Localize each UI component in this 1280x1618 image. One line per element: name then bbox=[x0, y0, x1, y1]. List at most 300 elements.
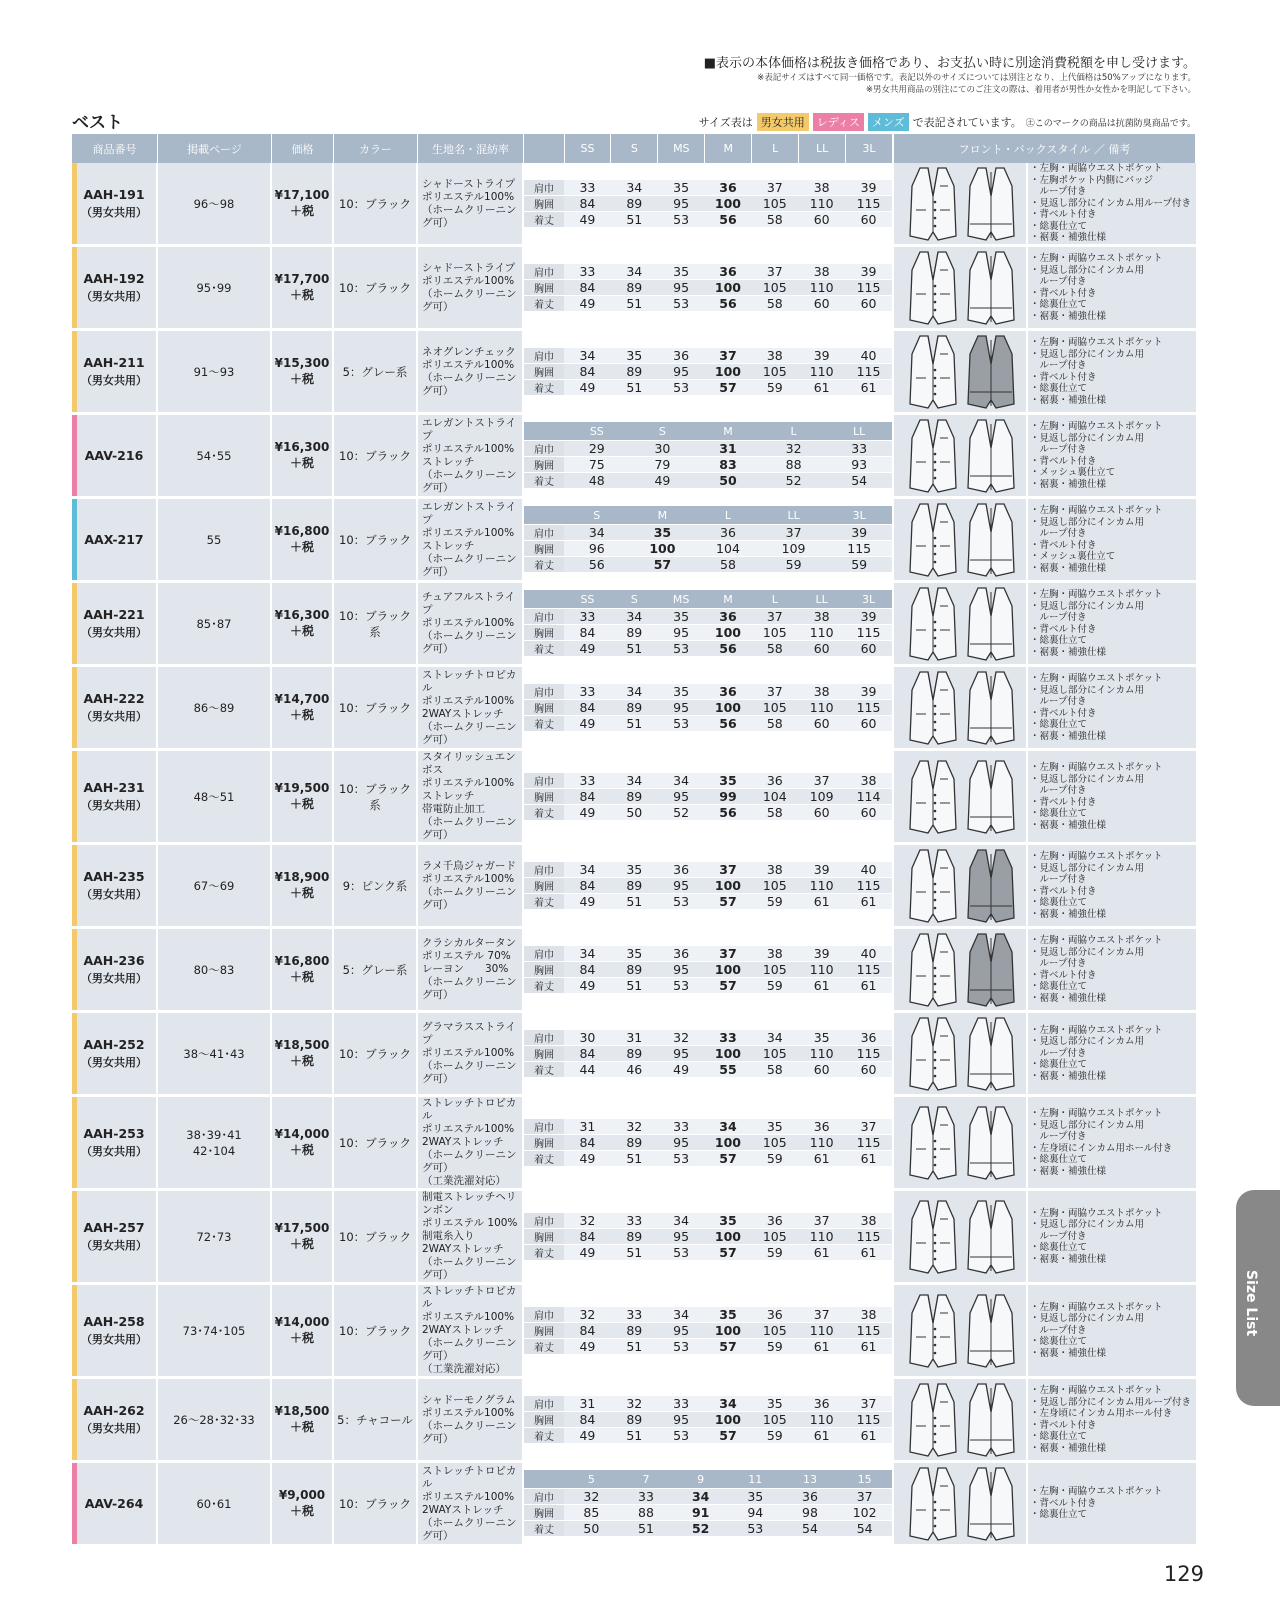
size-value: 35 bbox=[751, 1396, 798, 1412]
measure-label: 肩巾 bbox=[524, 862, 564, 878]
size-value: 40 bbox=[845, 946, 892, 962]
product-code-cell bbox=[72, 1097, 158, 1191]
remark-line: ・背ベルト付き bbox=[1030, 707, 1097, 719]
fabric-line: エレガントストライプ bbox=[422, 500, 517, 526]
size-value: 56 bbox=[705, 804, 752, 820]
fabric-line: ポリエステル100% bbox=[422, 694, 515, 707]
fabric-line: シャドーストライプ bbox=[422, 261, 516, 274]
size-value: 37 bbox=[798, 1307, 845, 1323]
remark-line: ループ付き bbox=[1030, 276, 1087, 287]
remark-line: ・総裏仕立て bbox=[1030, 897, 1088, 908]
size-value: 93 bbox=[826, 456, 892, 472]
size-value: 53 bbox=[658, 211, 705, 227]
product-row bbox=[72, 415, 1196, 499]
size-grid bbox=[524, 1030, 892, 1078]
vest-front-icon bbox=[908, 1199, 958, 1275]
measure-label: 胸囲 bbox=[524, 1045, 564, 1061]
vest-illustrations bbox=[894, 1013, 1028, 1097]
price-cell bbox=[272, 163, 334, 247]
size-grid bbox=[524, 506, 892, 573]
product-gender: （男女共用） bbox=[81, 1239, 147, 1252]
size-table-cell bbox=[524, 247, 894, 331]
remark-line: ・見返し部分にインカム用 bbox=[1030, 1036, 1145, 1048]
tax-note: ■表示の本体価格は税抜き価格であり、お支払い時に別途消費税額を申し受けます。 bbox=[703, 56, 1196, 71]
catalog-pages-line: 54･55 bbox=[196, 448, 232, 463]
size-header: 3L bbox=[826, 506, 892, 524]
fabric-cell bbox=[418, 929, 524, 1013]
price-tax: ＋税 bbox=[289, 540, 314, 554]
size-header: LL bbox=[826, 422, 892, 440]
measure-label: 胸囲 bbox=[524, 279, 564, 295]
size-value: 38 bbox=[798, 608, 845, 624]
product-gender: （男女共用） bbox=[81, 888, 147, 901]
size-value: 61 bbox=[845, 1244, 892, 1260]
remark-line: ・背ベルト付き bbox=[1030, 1497, 1097, 1509]
size-value: 54 bbox=[826, 472, 892, 488]
fabric-line: （ホームクリーニング可） bbox=[422, 1256, 517, 1281]
size-value: 95 bbox=[658, 1322, 705, 1338]
size-value: 61 bbox=[845, 893, 892, 909]
remarks bbox=[1028, 247, 1196, 331]
fabric-line: （ホームクリーニング可） bbox=[422, 371, 517, 397]
product-row bbox=[72, 845, 1196, 929]
price-tax: ＋税 bbox=[289, 1504, 314, 1518]
size-value: 61 bbox=[845, 1338, 892, 1354]
size-value: 37 bbox=[751, 264, 798, 280]
size-table-cell bbox=[524, 499, 894, 583]
product-row bbox=[72, 331, 1196, 415]
catalog-pages bbox=[158, 929, 272, 1013]
size-value: 32 bbox=[611, 1119, 658, 1135]
size-value: 115 bbox=[845, 363, 892, 379]
size-value: 84 bbox=[564, 624, 611, 640]
fabric-line: 2WAYストレッチ bbox=[422, 1324, 504, 1336]
product-code: AAH-191 bbox=[83, 187, 145, 202]
size-value: 35 bbox=[658, 180, 705, 196]
catalog-pages bbox=[158, 415, 272, 499]
fabric-line: 2WAYストレッチ bbox=[422, 1243, 504, 1255]
vest-back-icon bbox=[966, 1199, 1016, 1275]
product-code: AAH-192 bbox=[83, 271, 145, 286]
size-value: 115 bbox=[845, 1228, 892, 1244]
size-value: 49 bbox=[564, 977, 611, 993]
color: 10：ブラック bbox=[334, 1463, 418, 1547]
size-value: 91 bbox=[673, 1504, 728, 1520]
size-table-cell bbox=[524, 163, 894, 247]
fabric-line: レーヨン 30% bbox=[422, 963, 509, 975]
size-value: 57 bbox=[630, 556, 696, 572]
remark-line: ・左胸・両脇ウエストポケット bbox=[1030, 935, 1163, 946]
measure-label: 胸囲 bbox=[524, 877, 564, 893]
price-tax: ＋税 bbox=[289, 1054, 314, 1068]
remark-line: ・背ベルト付き bbox=[1030, 455, 1097, 467]
remark-line: ・見返し部分にインカム用 bbox=[1030, 773, 1145, 785]
product-code: AAH-236 bbox=[83, 953, 145, 968]
size-value: 36 bbox=[658, 348, 705, 364]
size-value: 53 bbox=[658, 1338, 705, 1354]
catalog-pages bbox=[158, 751, 272, 845]
price-cell bbox=[272, 331, 334, 415]
size-value: 34 bbox=[564, 862, 611, 878]
product-code: AAH-258 bbox=[83, 1314, 145, 1329]
price-value: ¥15,300 bbox=[274, 356, 330, 370]
product-gender: （男女共用） bbox=[81, 799, 147, 812]
remark-line: ・裾裏・補強仕様 bbox=[1030, 730, 1107, 742]
remark-line: ループ付き bbox=[1030, 528, 1087, 539]
price-tax: ＋税 bbox=[289, 886, 314, 900]
product-code-cell bbox=[72, 667, 158, 751]
remark-line: ・総裏仕立て bbox=[1030, 299, 1088, 310]
size-value: 32 bbox=[564, 1213, 611, 1229]
remark-line: ・裾裏・補強仕様 bbox=[1030, 908, 1107, 920]
size-value: 52 bbox=[761, 472, 827, 488]
category-bar bbox=[72, 163, 77, 244]
size-value: 49 bbox=[658, 1061, 705, 1077]
size-value: 95 bbox=[658, 961, 705, 977]
size-value: 49 bbox=[564, 1427, 611, 1443]
size-value: 105 bbox=[751, 699, 798, 715]
size-value: 110 bbox=[798, 877, 845, 893]
size-value: 36 bbox=[751, 1213, 798, 1229]
price-cell bbox=[272, 1097, 334, 1191]
remark-line: ・左胸・両脇ウエストポケット bbox=[1030, 762, 1163, 773]
size-value: 35 bbox=[630, 524, 696, 540]
size-value: 34 bbox=[705, 1396, 752, 1412]
remark-line: ・裾裏・補強仕様 bbox=[1030, 478, 1107, 490]
remark-line: ・裾裏・補強仕様 bbox=[1030, 646, 1107, 658]
size-value: 55 bbox=[705, 1061, 752, 1077]
catalog-pages bbox=[158, 1097, 272, 1191]
remark-line: ループ付き bbox=[1030, 360, 1087, 371]
size-value: 105 bbox=[751, 195, 798, 211]
size-value: 105 bbox=[751, 363, 798, 379]
product-code-cell bbox=[72, 1013, 158, 1097]
size-value: 61 bbox=[798, 893, 845, 909]
size-value: 37 bbox=[705, 348, 752, 364]
vest-front-icon bbox=[908, 1016, 958, 1092]
size-value: 51 bbox=[611, 379, 658, 395]
size-value: 115 bbox=[845, 1134, 892, 1150]
price-value: ¥14,000 bbox=[274, 1315, 330, 1329]
fabric-line: シャドーモノグラム bbox=[422, 1393, 516, 1406]
size-value: 32 bbox=[761, 440, 827, 456]
size-value: 58 bbox=[751, 804, 798, 820]
header-size-ll: LL bbox=[799, 134, 846, 163]
size-value: 115 bbox=[845, 1411, 892, 1427]
catalog-pages bbox=[158, 247, 272, 331]
price-cell bbox=[272, 667, 334, 751]
fabric-line: ポリエステル100% bbox=[422, 442, 515, 455]
size-value: 37 bbox=[705, 862, 752, 878]
size-value: 57 bbox=[705, 1244, 752, 1260]
vest-front-icon bbox=[908, 166, 958, 242]
size-value: 58 bbox=[751, 640, 798, 656]
fabric-line: ポリエステル100% bbox=[422, 358, 515, 371]
remark-line: ・総裏仕立て bbox=[1030, 981, 1088, 992]
size-value: 61 bbox=[798, 1244, 845, 1260]
size-value: 95 bbox=[658, 363, 705, 379]
fabric-line: 2WAYストレッチ bbox=[422, 1136, 504, 1148]
vest-illustrations bbox=[894, 1463, 1028, 1547]
size-value: 33 bbox=[705, 1030, 752, 1046]
size-value: 100 bbox=[705, 195, 752, 211]
header-size-ms: MS bbox=[658, 134, 705, 163]
fabric-line: （ホームクリーニング可） bbox=[422, 552, 517, 578]
product-row bbox=[72, 583, 1196, 667]
size-header: 9 bbox=[673, 1470, 728, 1488]
size-value: 102 bbox=[837, 1504, 892, 1520]
fabric-cell bbox=[418, 1191, 524, 1285]
measure-label: 着丈 bbox=[524, 640, 564, 656]
legend-ladies-tag: レディス bbox=[813, 113, 864, 131]
size-legend bbox=[699, 113, 1196, 131]
size-value: 33 bbox=[826, 440, 892, 456]
size-value: 61 bbox=[845, 1427, 892, 1443]
size-grid bbox=[524, 180, 892, 228]
measure-label: 着丈 bbox=[524, 1338, 564, 1354]
category-bar bbox=[72, 247, 77, 328]
size-value: 51 bbox=[611, 1150, 658, 1166]
size-value: 37 bbox=[751, 180, 798, 196]
remark-line: ・裾裏・補強仕様 bbox=[1030, 1070, 1107, 1082]
measure-label: 胸囲 bbox=[524, 540, 564, 556]
size-header: LL bbox=[798, 590, 845, 608]
measure-label: 着丈 bbox=[524, 804, 564, 820]
remark-line: ・裾裏・補強仕様 bbox=[1030, 1347, 1107, 1359]
size-value: 53 bbox=[658, 1150, 705, 1166]
measure-label: 着丈 bbox=[524, 1520, 564, 1536]
product-row bbox=[72, 1285, 1196, 1379]
notes bbox=[704, 56, 1196, 96]
remark-line: ループ付き bbox=[1030, 612, 1087, 623]
size-value: 95 bbox=[658, 1228, 705, 1244]
measure-label: 胸囲 bbox=[524, 1504, 564, 1520]
price-cell bbox=[272, 1463, 334, 1547]
remarks bbox=[1028, 1285, 1196, 1379]
price-cell bbox=[272, 1285, 334, 1379]
color: 10：ブラック bbox=[334, 499, 418, 583]
product-code-cell bbox=[72, 929, 158, 1013]
size-value: 115 bbox=[826, 540, 892, 556]
fabric-line: ストレッチトロピカル bbox=[422, 1285, 517, 1310]
legend-suffix: で表記されています。 bbox=[912, 116, 1022, 129]
size-value: 37 bbox=[845, 1119, 892, 1135]
fabric-line: ポリエステル100% bbox=[422, 190, 515, 203]
remarks bbox=[1028, 929, 1196, 1013]
size-value: 36 bbox=[658, 946, 705, 962]
size-header-blank bbox=[524, 1470, 564, 1488]
size-table-cell bbox=[524, 1097, 894, 1191]
fabric-line: 制電ストレッチヘリンボン bbox=[422, 1191, 517, 1216]
remark-line: ・メッシュ裏仕立て bbox=[1030, 551, 1116, 562]
size-value: 31 bbox=[564, 1119, 611, 1135]
size-value: 34 bbox=[611, 608, 658, 624]
remark-line: ・見返し部分にインカム用 bbox=[1030, 516, 1145, 528]
size-value: 115 bbox=[845, 1322, 892, 1338]
price-value: ¥14,000 bbox=[274, 1127, 330, 1141]
remark-line: ・裾裏・補強仕様 bbox=[1030, 1165, 1107, 1177]
fabric-line: （ホームクリーニング可） bbox=[422, 720, 517, 746]
vest-back-icon bbox=[966, 1382, 1016, 1458]
remark-line: ・見返し部分にインカム用 bbox=[1030, 946, 1145, 958]
fabric-line: 制電糸入り bbox=[422, 1230, 475, 1242]
fabric-line: ポリエステル 100% bbox=[422, 1217, 518, 1229]
size-value: 50 bbox=[611, 804, 658, 820]
size-value: 35 bbox=[705, 773, 752, 789]
size-value: 58 bbox=[695, 556, 761, 572]
size-value: 49 bbox=[564, 1244, 611, 1260]
size-value: 89 bbox=[611, 1228, 658, 1244]
size-value: 95 bbox=[658, 279, 705, 295]
fabric-cell bbox=[418, 845, 524, 929]
remark-line: ループ付き bbox=[1030, 1230, 1087, 1242]
size-value: 57 bbox=[705, 893, 752, 909]
size-value: 114 bbox=[845, 788, 892, 804]
product-code-cell bbox=[72, 1463, 158, 1547]
size-value: 33 bbox=[611, 1307, 658, 1323]
remarks bbox=[1028, 1097, 1196, 1191]
size-value: 84 bbox=[564, 279, 611, 295]
size-header: L bbox=[695, 506, 761, 524]
fabric-cell bbox=[418, 1013, 524, 1097]
size-value: 100 bbox=[705, 1322, 752, 1338]
size-list-tab[interactable] bbox=[1236, 1190, 1280, 1406]
fabric-line: エレガントストライプ bbox=[422, 416, 517, 442]
fabric-line: （工業洗濯対応） bbox=[422, 1175, 506, 1187]
size-value: 61 bbox=[798, 1150, 845, 1166]
size-value: 39 bbox=[845, 264, 892, 280]
size-value: 84 bbox=[564, 1322, 611, 1338]
size-value: 61 bbox=[798, 1338, 845, 1354]
size-value: 115 bbox=[845, 1045, 892, 1061]
remark-line: ・裾裏・補強仕様 bbox=[1030, 562, 1107, 574]
fabric-line: グラマラスストライプ bbox=[422, 1021, 516, 1046]
price-value: ¥16,800 bbox=[274, 954, 330, 968]
size-header-blank bbox=[524, 590, 564, 608]
vest-illustrations bbox=[894, 1097, 1028, 1191]
measure-label: 着丈 bbox=[524, 295, 564, 311]
size-grid bbox=[524, 264, 892, 312]
size-value: 36 bbox=[705, 180, 752, 196]
size-value: 38 bbox=[798, 264, 845, 280]
size-value: 53 bbox=[658, 295, 705, 311]
product-code-cell bbox=[72, 415, 158, 499]
size-header: 15 bbox=[837, 1470, 892, 1488]
size-value: 89 bbox=[611, 788, 658, 804]
fabric-cell bbox=[418, 1097, 524, 1191]
size-value: 84 bbox=[564, 699, 611, 715]
remark-line: ・総裏仕立て bbox=[1030, 383, 1088, 394]
product-code-cell bbox=[72, 163, 158, 247]
size-value: 100 bbox=[705, 363, 752, 379]
size-value: 36 bbox=[783, 1488, 838, 1504]
size-value: 49 bbox=[564, 211, 611, 227]
category-bar bbox=[72, 1191, 77, 1282]
size-value: 61 bbox=[845, 1150, 892, 1166]
size-value: 51 bbox=[611, 1338, 658, 1354]
vest-front-icon bbox=[908, 670, 958, 746]
size-value: 37 bbox=[845, 1396, 892, 1412]
size-value: 39 bbox=[798, 862, 845, 878]
size-value: 30 bbox=[564, 1030, 611, 1046]
size-value: 50 bbox=[695, 472, 761, 488]
remark-line: ・背ベルト付き bbox=[1030, 1419, 1097, 1431]
remark-line: ・左胸・両脇ウエストポケット bbox=[1030, 163, 1163, 175]
remark-line: ・総裏仕立て bbox=[1030, 808, 1088, 819]
price-tax: ＋税 bbox=[289, 1420, 314, 1434]
product-gender: （男女共用） bbox=[81, 290, 147, 303]
size-value: 61 bbox=[798, 379, 845, 395]
vest-back-icon bbox=[966, 1466, 1016, 1542]
size-value: 110 bbox=[798, 1411, 845, 1427]
size-value: 100 bbox=[705, 961, 752, 977]
remark-line: ・総裏仕立て bbox=[1030, 1242, 1088, 1254]
color: 9：ピンク系 bbox=[334, 845, 418, 929]
fabric-line: （ホームクリーニング可） bbox=[422, 976, 517, 1001]
fabric-line: ネオグレンチェック bbox=[422, 345, 516, 358]
product-code: AAH-222 bbox=[83, 691, 145, 706]
product-code-cell bbox=[72, 331, 158, 415]
measure-label: 着丈 bbox=[524, 556, 564, 572]
size-value: 89 bbox=[611, 279, 658, 295]
size-value: 32 bbox=[658, 1030, 705, 1046]
size-value: 100 bbox=[705, 877, 752, 893]
remark-line: ループ付き bbox=[1030, 1047, 1087, 1059]
size-grid bbox=[524, 1470, 892, 1537]
fabric-cell bbox=[418, 247, 524, 331]
remark-line: ・裾裏・補強仕様 bbox=[1030, 1253, 1107, 1265]
remarks bbox=[1028, 163, 1196, 247]
size-value: 61 bbox=[845, 977, 892, 993]
measure-label: 肩巾 bbox=[524, 1119, 564, 1135]
measure-label: 胸囲 bbox=[524, 624, 564, 640]
size-value: 100 bbox=[705, 279, 752, 295]
vest-front-icon bbox=[908, 250, 958, 326]
size-table-cell bbox=[524, 331, 894, 415]
remark-line: ・左胸・両脇ウエストポケット bbox=[1030, 589, 1163, 600]
size-list-tab-label: Size List bbox=[1243, 1270, 1259, 1337]
size-value: 34 bbox=[611, 684, 658, 700]
price-tax: ＋税 bbox=[289, 1331, 314, 1345]
measure-label: 胸囲 bbox=[524, 363, 564, 379]
fabric-cell bbox=[418, 1463, 524, 1547]
size-header: S bbox=[611, 590, 658, 608]
fabric-line: スタイリッシュエンボス bbox=[422, 751, 516, 776]
size-value: 58 bbox=[751, 1061, 798, 1077]
size-value: 110 bbox=[798, 1045, 845, 1061]
remark-line: ・メッシュ裏仕立て bbox=[1030, 467, 1116, 478]
size-value: 48 bbox=[564, 472, 630, 488]
fabric-line: ストレッチトロピカル bbox=[422, 1097, 517, 1122]
measure-label: 肩巾 bbox=[524, 524, 564, 540]
size-header: 3L bbox=[845, 590, 892, 608]
size-value: 57 bbox=[705, 379, 752, 395]
size-grid bbox=[524, 348, 892, 396]
remarks bbox=[1028, 667, 1196, 751]
size-value: 38 bbox=[798, 684, 845, 700]
color: 5：グレー系 bbox=[334, 331, 418, 415]
catalog-pages-line: 96～98 bbox=[193, 196, 235, 211]
size-value: 95 bbox=[658, 699, 705, 715]
size-value: 34 bbox=[611, 180, 658, 196]
size-value: 37 bbox=[798, 1213, 845, 1229]
size-value: 57 bbox=[705, 1150, 752, 1166]
size-value: 52 bbox=[673, 1520, 728, 1536]
measure-label: 着丈 bbox=[524, 977, 564, 993]
size-value: 110 bbox=[798, 279, 845, 295]
catalog-pages-line: 26～28･32･33 bbox=[173, 1412, 255, 1427]
price-tax: ＋税 bbox=[289, 372, 314, 386]
